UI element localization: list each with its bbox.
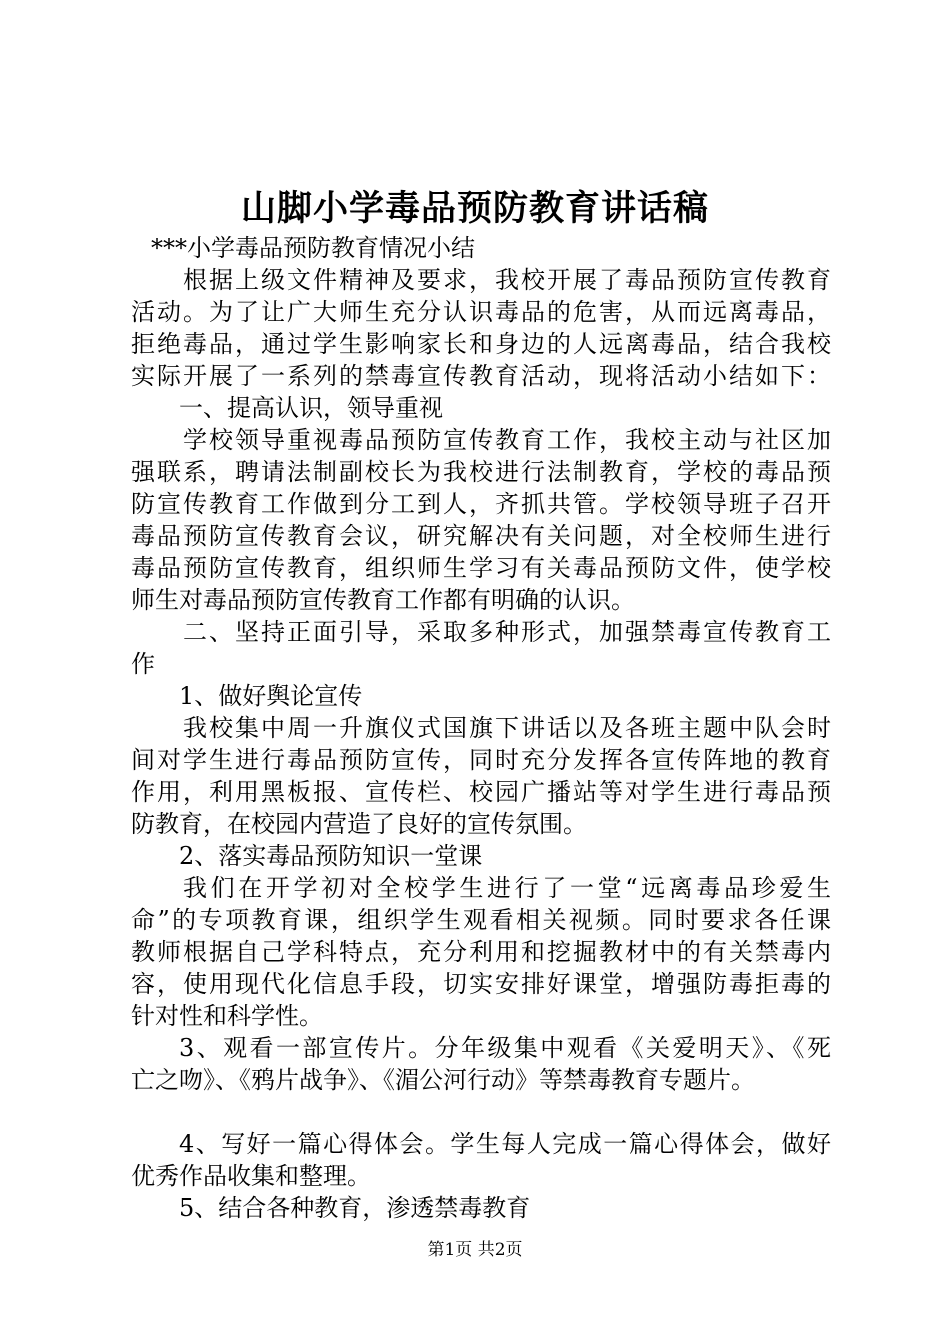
document-subtitle: ***小学毒品预防教育情况小结 — [151, 234, 475, 262]
paragraph-line: 拒绝毒品，通过学生影响家长和身边的人远离毒品，结合我校 — [131, 330, 831, 358]
paragraph-line: 容，使用现代化信息手段，切实安排好课堂，增强防毒拒毒的 — [131, 970, 831, 998]
page-footer: 第1页 共2页 — [427, 1240, 523, 1260]
paragraph-line: 强联系，聘请法制副校长为我校进行法制教育，学校的毒品预 — [131, 458, 831, 486]
paragraph-line: 命”的专项教育课，组织学生观看相关视频。同时要求各任课 — [131, 906, 831, 934]
paragraph-line: 作用，利用黑板报、宣传栏、校园广播站等对学生进行毒品预 — [131, 778, 831, 806]
blank-line — [131, 1096, 831, 1128]
paragraph-line: 根据上级文件精神及要求，我校开展了毒品预防宣传教育 — [183, 266, 831, 294]
paragraph-line: 毒品预防宣传教育，组织师生学习有关毒品预防文件，使学校 — [131, 554, 831, 582]
subsection-heading: 2、落实毒品预防知识一堂课 — [179, 842, 483, 870]
section-heading: 一、提高认识，领导重视 — [179, 394, 443, 422]
paragraph-line: 师生对毒品预防宣传教育工作都有明确的认识。 — [131, 586, 635, 614]
document-title: 山脚小学毒品预防教育讲话稿 — [240, 188, 709, 229]
paragraph-line: 学校领导重视毒品预防宣传教育工作，我校主动与社区加 — [183, 426, 831, 454]
document-body — [131, 232, 831, 1224]
paragraph-line: 亡之吻》、《鸦片战争》、《湄公河行动》等禁毒教育专题片。 — [131, 1066, 755, 1094]
paragraph-line: 4、写好一篇心得体会。学生每人完成一篇心得体会，做好 — [179, 1130, 831, 1158]
section-heading: 二、坚持正面引导，采取多种形式，加强禁毒宣传教育工 — [183, 618, 831, 646]
paragraph-line: 防宣传教育工作做到分工到人，齐抓共管。学校领导班子召开 — [131, 490, 831, 518]
paragraph-line: 活动。为了让广大师生充分认识毒品的危害，从而远离毒品， — [131, 298, 831, 326]
section-heading-cont: 作 — [131, 650, 155, 678]
paragraph-line: 间对学生进行毒品预防宣传，同时充分发挥各宣传阵地的教育 — [131, 746, 831, 774]
paragraph-line: 我们在开学初对全校学生进行了一堂“远离毒品珍爱生 — [183, 874, 831, 902]
paragraph-line: 针对性和科学性。 — [131, 1002, 323, 1030]
subsection-heading: 5、结合各种教育，渗透禁毒教育 — [179, 1194, 531, 1222]
paragraph-line: 实际开展了一系列的禁毒宣传教育活动，现将活动小结如下： — [131, 362, 831, 390]
paragraph-line: 我校集中周一升旗仪式国旗下讲话以及各班主题中队会时 — [183, 714, 831, 742]
paragraph-line: 优秀作品收集和整理。 — [131, 1162, 371, 1190]
paragraph-line: 3、观看一部宣传片。分年级集中观看《关爱明天》、《死 — [179, 1034, 831, 1062]
paragraph-line: 防教育，在校园内营造了良好的宣传氛围。 — [131, 810, 587, 838]
subsection-heading: 1、做好舆论宣传 — [179, 682, 363, 710]
paragraph-line: 教师根据自己学科特点，充分利用和挖掘教材中的有关禁毒内 — [131, 938, 831, 966]
paragraph-line: 毒品预防宣传教育会议，研究解决有关问题，对全校师生进行 — [131, 522, 831, 550]
